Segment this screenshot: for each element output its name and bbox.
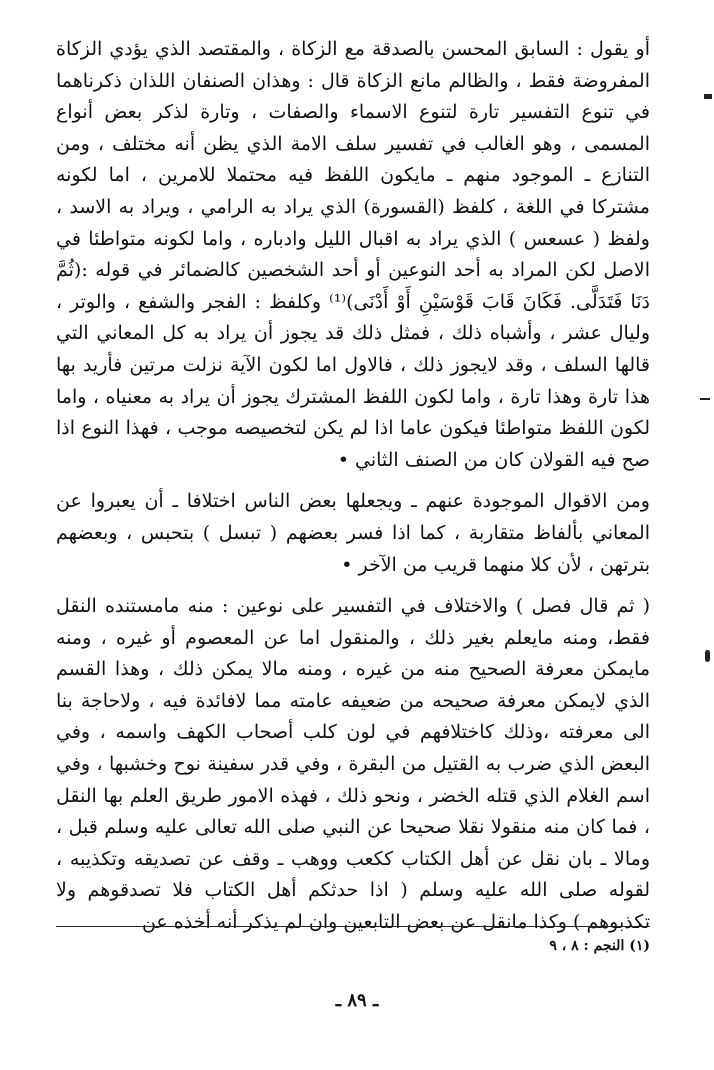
body-text [56,34,650,939]
paragraph-3: ( ثم قال فصل ) والاختلاف في التفسير على نوعين : منه مامستنده النقل فقط، ومنه مايعلم بغير ذلك ، والمنقول اما عن المعصوم أو غيره ، ومنه مايمكن معرفة الصحيح منه من غيره ، ومنه مالا يمكن ذلك ، وهذا القسم الذي لايمكن معرفة صحيحه من ضعيفه عامته مما لافائدة فيه ، ولاحاجة بنا الى معرفته ،وذلك كاختلافهم في لون كلب أصحاب الكهف واسمه ، وفي البعض الذي ضرب به القتيل من البقرة ، وفي قدر سفينة نوح وخشبها ، وفي اسم الغلام الذي قتله الخضر ، ونحو ذلك ، فهذه الامور طريق العلم بها النقل ، فما كان منه منقولا نقلا صحيحا عن النبي صلى الله تعالى عليه وسلم قبل ، ومالا ـ بان نقل عن أهل الكتاب ككعب ووهب ـ وقف عن تصديقه وتكذيبه ، لقوله صلى الله عليه وسلم ( اذا حدثكم أهل الكتاب فلا تصدقوهم ولا تكذبوهم ) وكذا مانقل عن بعض التابعين وان لم يذكر أنه أخذه عن [56,595,651,934]
footnote-divider [56,926,650,927]
footnote: (١) النجم : ٨ ، ٩ [549,938,650,954]
page-number: ـ ٨٩ ـ [335,990,379,1011]
margin-mark [705,650,710,662]
margin-mark [700,398,710,400]
paragraph-2: ومن الاقوال الموجودة عنهم ـ ويجعلها بعض الناس اختلافا ـ أن يعبروا عن المعاني بألفاظ متقاربة ، كما اذا فسر بعضهم ( تبسل ) بتحبس ، وبعضهم بترتهن ، لأن كلا منهما قريب من الآخر • [56,490,650,576]
margin-mark [704,94,712,99]
paragraph-1: أو يقول : السابق المحسن بالصدقة مع الزكاة ، والمقتصد الذي يؤدي الزكاة المفروضة فقط ، والظالم مانع الزكاة قال : وهذان الصنفان اللذان ذكرناهما في تنوع التفسير تارة لتنوع الاسماء والصفات ، وتارة لذكر بعض أنواع المسمى ، وهو الغالب في تفسير سلف الامة الذي يظن أنه مختلف ، ومن التنازع ـ الموجود منهم ـ مايكون اللفظ فيه محتملا للامرين ، اما لكونه مشتركا في اللغة ، كلفظ (القسورة) الذي يراد به الرامي ، ويراد به الاسد ، ولفظ ( عسعس ) الذي يراد به اقبال الليل وادباره ، واما لكونه متواطئا في الاصل لكن المراد به أحد النوعين أو أحد الشخصين كالضمائر في قوله :(ثُمَّ دَنَا فَتَدَلَّى. فَكَانَ قَابَ قَوْسَيْنِ أَوْ أَدْنَى)⁽¹⁾ وكلفظ : الفجر والشفع ، والوتر ، وليال عشر ، وأشباه ذلك ، فمثل ذلك قد يجوز أن يراد به كل المعاني التي قالها السلف ، وقد لايجوز ذلك ، فالاول اما لكون الآية نزلت مرتين فأريد بها هذا تارة وهذا تارة ، واما لكون اللفظ المشترك يجوز أن يراد به معنياه ، واما لكون اللفظ متواطئا فيكون عاما اذا لم يكن لتخصيصه موجب ، فهذا النوع اذا صح فيه القولان كان من الصنف الثاني • [56,38,650,471]
